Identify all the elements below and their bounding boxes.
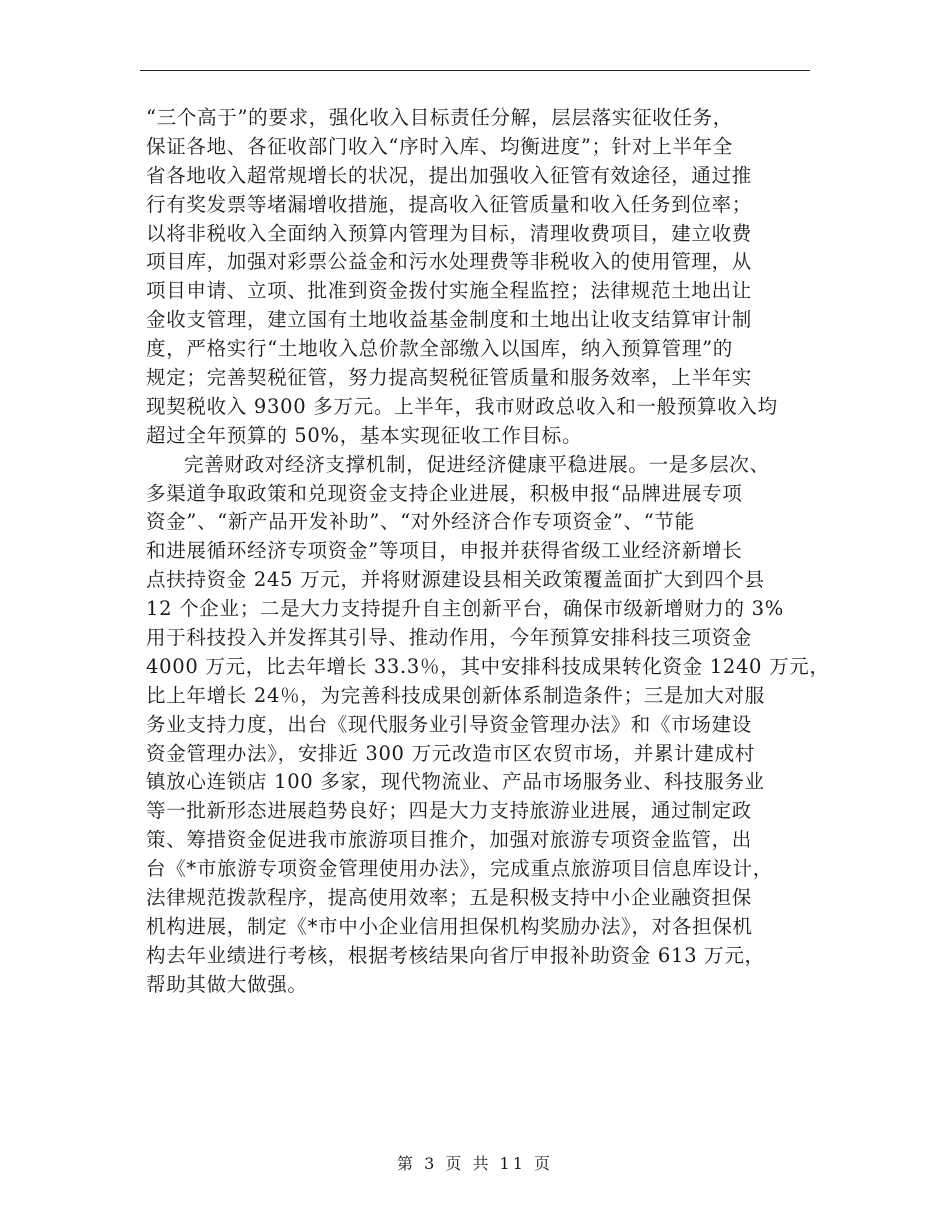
paragraph-start-line: 完善财政对经济支撑机制，促进经济健康平稳进展。一是多层次、 [184,452,770,476]
text-line: 保证各地、各征收部门收入“序时入库、均衡进度”；针对上半年全 [146,134,733,158]
text-line: 现契税收入 9300 多万元。上半年，我市财政总收入和一般预算收入均 [146,394,778,418]
text-line: 法律规范拨款程序，提高使用效率；五是积极支持中小企业融资担保 [146,886,753,910]
text-line: 12 个企业；二是大力支持提升自主创新平台，确保市级新增财力的 3% [146,597,784,621]
text-line: 资金”、“新产品开发补助”、“对外经济合作专项资金”、“节能 [146,510,695,534]
text-line: 度，严格实行“土地收入总价款全部缴入以国库，纳入预算管理”的 [146,337,733,361]
text-line: 超过全年预算的 50%，基本实现征收工作目标。 [146,423,583,447]
text-line: 项目申请、立项、批准到资金拨付实施全程监控；法律规范土地出让 [146,279,753,303]
body-text [146,104,830,1000]
text-line: 行有奖发票等堵漏增收措施，提高收入征管质量和收入任务到位率； [146,192,753,216]
text-line: 镇放心连锁店 100 多家，现代物流业、产品市场服务业、科技服务业 [146,770,765,794]
text-line: 规定；完善契税征管，努力提高契税征管质量和服务效率，上半年实 [146,366,753,390]
text-line: 项目库，加强对彩票公益金和污水处理费等非税收入的使用管理，从 [146,250,753,274]
text-line: 务业支持力度，出台《现代服务业引导资金管理办法》和《市场建设 [146,712,753,736]
text-line: 以将非税收入全面纳入预算内管理为目标，清理收费项目，建立收费 [146,221,753,245]
header-rule [140,70,810,71]
text-line: 构去年业绩进行考核，根据考核结果向省厅申报补助资金 613 万元， [146,943,765,967]
text-line: 资金管理办法》，安排近 300 万元改造市区农贸市场，并累计建成村 [146,741,755,765]
text-line: 比上年增长 24％，为完善科技成果创新体系制造条件；三是加大对服 [146,683,765,707]
page-number-footer: 第 3 页 共 11 页 [397,1154,553,1173]
text-line: 机构进展，制定《*市中小企业信用担保机构奖励办法》，对各担保机 [146,914,753,938]
text-line: 金收支管理，建立国有土地收益基金制度和土地出让收支结算审计制 [146,308,753,332]
text-line: 点扶持资金 245 万元，并将财源建设县相关政策覆盖面扩大到四个县 [146,568,765,592]
text-line: 帮助其做大做强。 [146,972,308,996]
text-line: 等一批新形态进展趋势良好；四是大力支持旅游业进展，通过制定政 [146,799,753,823]
text-line: 多渠道争取政策和兑现资金支持企业进展，积极申报“品牌进展专项 [146,481,743,505]
text-line: 省各地收入超常规增长的状况，提出加强收入征管有效途径，通过推 [146,163,753,187]
text-line: 和进展循环经济专项资金”等项目，申报并获得省级工业经济新增长 [146,539,743,563]
text-line: 策、筹措资金促进我市旅游项目推介，加强对旅游专项资金监管，出 [146,828,753,852]
text-line: 用于科技投入并发挥其引导、推动作用，今年预算安排科技三项资金 [146,626,753,650]
text-line: 台《*市旅游专项资金管理使用办法》，完成重点旅游项目信息库设计， [146,857,773,881]
text-line: 4000 万元，比去年增长 33.3％，其中安排科技成果转化资金 1240 万元， [146,654,830,678]
text-line: “三个高于”的要求，强化收入目标责任分解，层层落实征收任务， [146,106,733,129]
